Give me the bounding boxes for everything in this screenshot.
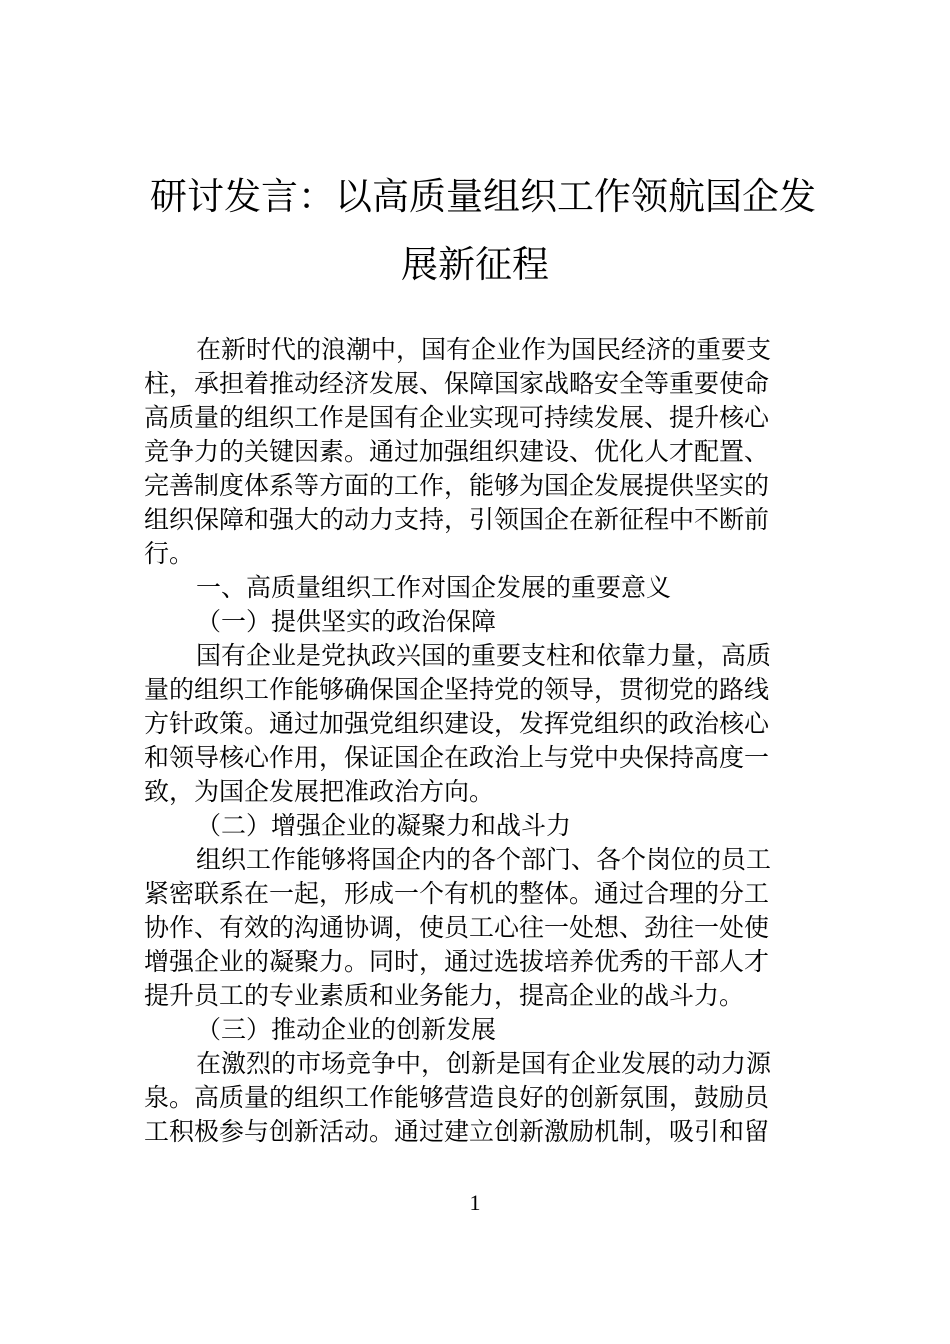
text-line: 方针政策。通过加强党组织建设，发挥党组织的政治核心 [144, 709, 770, 738]
text-line: 竞争力的关键因素。通过加强组织建设、优化人才配置、 [144, 437, 770, 466]
text-line: 致，为国企发展把准政治方向。 [144, 777, 495, 806]
text-line: 量的组织工作能够确保国企坚持党的领导，贯彻党的路线 [144, 675, 770, 704]
subsection-heading: （一）提供坚实的政治保障 [196, 607, 497, 636]
document-body [144, 333, 814, 1149]
text-line: 紧密联系在一起，形成一个有机的整体。通过合理的分工 [144, 879, 770, 908]
text-line: 组织保障和强大的动力支持，引领国企在新征程中不断前 [144, 505, 770, 534]
text-line: 国有企业是党执政兴国的重要支柱和依靠力量，高质 [196, 641, 772, 670]
title-line-1: 研讨发言：以高质量组织工作领航国企发 [150, 175, 816, 218]
text-line: 柱，承担着推动经济发展、保障国家战略安全等重要使命 [144, 369, 770, 398]
text-line: 行。 [144, 539, 195, 568]
text-line: 和领导核心作用，保证国企在政治上与党中央保持高度一 [144, 743, 770, 772]
subsection-heading: （二）增强企业的凝聚力和战斗力 [196, 811, 572, 840]
page-number: 1 [469, 1190, 481, 1215]
text-line: 泉。高质量的组织工作能够营造良好的创新氛围，鼓励员 [144, 1083, 770, 1112]
text-line: 提升员工的专业素质和业务能力，提高企业的战斗力。 [144, 981, 745, 1010]
text-line: 组织工作能够将国企内的各个部门、各个岗位的员工 [196, 845, 772, 874]
text-line: 增强企业的凝聚力。同时，通过选拔培养优秀的干部人才 [144, 947, 770, 976]
subsection-heading: （三）推动企业的创新发展 [196, 1015, 497, 1044]
text-line: 高质量的组织工作是国有企业实现可持续发展、提升核心 [144, 403, 770, 432]
title-line-2: 展新征程 [401, 243, 549, 286]
text-line: 在激烈的市场竞争中，创新是国有企业发展的动力源 [196, 1049, 772, 1078]
text-line: 完善制度体系等方面的工作，能够为国企发展提供坚实的 [144, 471, 770, 500]
section-heading: 一、高质量组织工作对国企发展的重要意义 [196, 573, 672, 602]
text-line: 在新时代的浪潮中，国有企业作为国民经济的重要支 [196, 335, 772, 364]
text-line: 协作、有效的沟通协调，使员工心往一处想、劲往一处使 [144, 913, 770, 942]
text-line: 工积极参与创新活动。通过建立创新激励机制，吸引和留 [144, 1117, 770, 1146]
